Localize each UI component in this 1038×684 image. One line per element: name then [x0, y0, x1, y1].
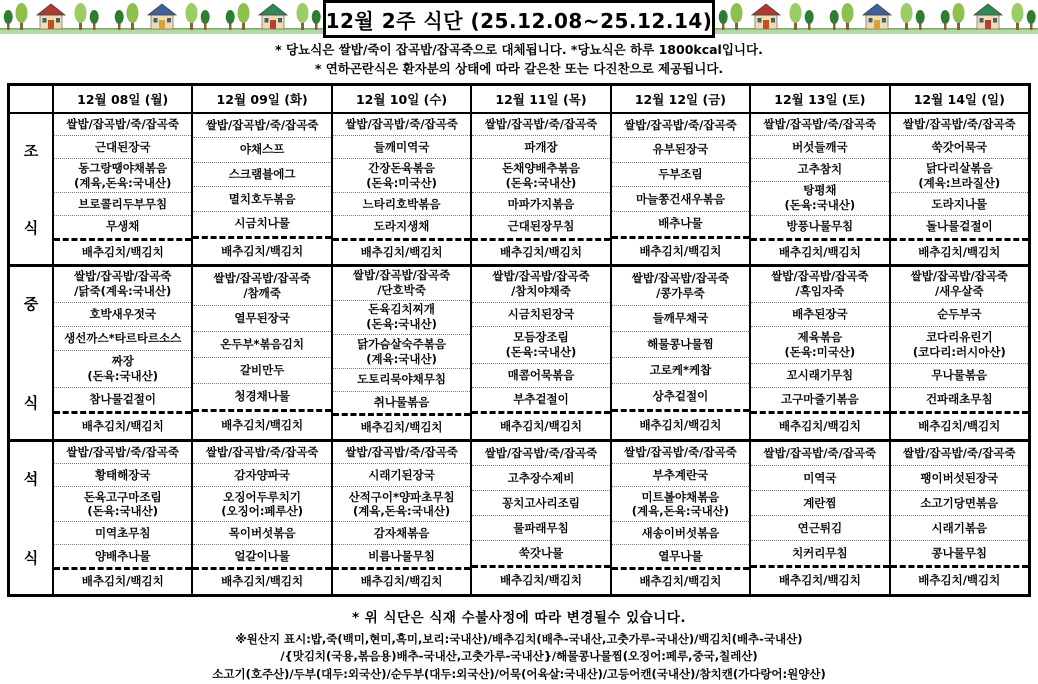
- menu-item: 오징어두루치기 (오징어:페루산): [193, 487, 330, 522]
- meal-section: [10, 442, 1028, 594]
- menu-item: 스크램블에그: [193, 163, 330, 188]
- day-header: 12월 08일 (월): [52, 86, 191, 112]
- menu-item: 계란찜: [751, 491, 888, 516]
- menu-cell: [610, 114, 749, 264]
- menu-item: 참나물겉절이: [89, 392, 157, 407]
- kimchi-item: 배추김치/백김치: [54, 238, 191, 264]
- menu-item: 취나물볶음: [373, 394, 430, 409]
- day-header: 12월 10일 (수): [331, 86, 470, 112]
- kimchi-item: 배추김치/백김치: [891, 411, 1028, 438]
- kimchi-item: 배추김치/백김치: [891, 565, 1028, 593]
- menu-item: 시금치나물: [234, 216, 290, 231]
- menu-cell: [889, 442, 1028, 594]
- kimchi-item: 배추김치/백김치: [751, 565, 888, 593]
- kimchi-item: 배추김치/백김치: [472, 565, 609, 593]
- menu-item: 모듬장조림 (돈육:국내산): [472, 327, 609, 364]
- menu-item: 닭다리살볶음 (계육:브라질산): [891, 159, 1028, 194]
- menu-table: [7, 83, 1031, 597]
- section-label: 중 식: [23, 294, 39, 412]
- menu-item: 목이버섯볶음: [193, 522, 330, 545]
- menu-item: 콩나물무침: [931, 545, 988, 560]
- menu-item: 유부된장국: [612, 138, 749, 163]
- menu-item: 물파래무침: [472, 516, 609, 541]
- menu-item: 고로케*케찹: [612, 358, 749, 384]
- menu-item: 근대된장무침: [507, 219, 575, 234]
- menu-cell: [52, 114, 191, 264]
- table-corner-cell: [10, 86, 52, 112]
- menu-cell: [331, 267, 470, 439]
- rice-item: 쌀밥/잡곡밥/죽/잡곡죽: [612, 442, 749, 465]
- menu-item: 돌나물겉절이: [925, 219, 993, 234]
- menu-item: 두부조림: [612, 163, 749, 188]
- rice-item: 쌀밥/잡곡밥/잡곡죽 /단호박죽: [333, 267, 470, 301]
- menu-item: 온두부*볶음김치: [193, 332, 330, 358]
- rice-item: 쌀밥/잡곡밥/죽/잡곡죽: [54, 442, 191, 465]
- menu-item: 고추장수제비: [472, 466, 609, 491]
- menu-item: 연근튀김: [751, 516, 888, 541]
- origin-note-line: 소고기(호주산)/두부(대두:외국산)/순두부(대두:외국산)/어묵(어육살:국내산)/고등어캔(국내산)/참치캔(가다랑어:원양산): [212, 667, 826, 682]
- menu-cell: [470, 267, 609, 439]
- day-header: 12월 13일 (토): [749, 86, 888, 112]
- menu-item: 미역국: [751, 466, 888, 491]
- menu-item: 닭가슴살숙주볶음 (계육:국내산): [333, 335, 470, 369]
- menu-item: 간장돈육볶음 (돈육:미국산): [333, 159, 470, 194]
- menu-item: 코다리유린기 (코다리:러시아산): [891, 327, 1028, 364]
- menu-item: 생선까스*타르타르소스: [54, 327, 191, 351]
- menu-item: 무생채: [106, 219, 140, 234]
- section-label: 조 식: [23, 141, 39, 237]
- menu-item: 고구마줄기볶음: [780, 392, 859, 407]
- menu-item: 제육볶음 (돈육:미국산): [751, 327, 888, 364]
- menu-item: 느타리호박볶음: [333, 193, 470, 216]
- diet-notes: [0, 38, 1038, 83]
- day-header: 12월 09일 (화): [191, 86, 330, 112]
- menu-item: 들깨무채국: [612, 306, 749, 332]
- menu-item: 청경채나물: [234, 389, 290, 404]
- day-header: 12월 12일 (금): [610, 86, 749, 112]
- kimchi-item: 배추김치/백김치: [193, 409, 330, 438]
- menu-item: 돈육김치찌개 (돈육:국내산): [333, 301, 470, 335]
- menu-item: 야채스프: [193, 138, 330, 163]
- menu-item: 상추겉절이: [652, 389, 709, 404]
- kimchi-item: 배추김치/백김치: [472, 238, 609, 264]
- kimchi-item: 배추김치/백김치: [333, 567, 470, 593]
- origin-note-line: /{맛김치(국용,볶음용)배추-국내산,고춧가루-국내산}/해물콩나물찜(오징어:페루,중국,칠레산): [280, 649, 758, 664]
- meal-section: [10, 267, 1028, 442]
- menu-item: 순두부국: [891, 303, 1028, 327]
- menu-item: 산적구이*양파초무침 (계육,돈육:국내산): [333, 487, 470, 522]
- menu-item: 도토리묵야채무침: [333, 369, 470, 391]
- menu-cell: [470, 114, 609, 264]
- kimchi-item: 배추김치/백김치: [54, 411, 191, 438]
- rice-item: 쌀밥/잡곡밥/죽/잡곡죽: [891, 442, 1028, 467]
- menu-item: 고추참치: [751, 159, 888, 182]
- day-header: 12월 14일 (일): [889, 86, 1028, 112]
- menu-item: 감자양파국: [193, 464, 330, 487]
- menu-item: 마파가지볶음: [472, 193, 609, 216]
- menu-cell: [52, 267, 191, 439]
- menu-item: 돈채양배추볶음 (돈육:국내산): [472, 159, 609, 194]
- menu-item: 얼갈이나물: [234, 548, 290, 563]
- menu-item: 건파래초무침: [925, 392, 993, 407]
- menu-item: 감자채볶음: [333, 522, 470, 545]
- menu-cell: [610, 442, 749, 594]
- menu-cell: [749, 442, 888, 594]
- menu-item: 꽁치고사리조림: [472, 491, 609, 516]
- rice-item: 쌀밥/잡곡밥/죽/잡곡죽: [193, 442, 330, 465]
- menu-item: 근대된장국: [54, 136, 191, 159]
- kimchi-item: 배추김치/백김치: [333, 413, 470, 439]
- menu-item: 시래기된장국: [333, 464, 470, 487]
- menu-item: 짜장 (돈육:국내산): [54, 351, 191, 388]
- menu-cell: [191, 267, 330, 439]
- rice-item: 쌀밥/잡곡밥/죽/잡곡죽: [333, 442, 470, 465]
- menu-item: 양배추나물: [94, 548, 151, 563]
- kimchi-item: 배추김치/백김치: [891, 238, 1028, 264]
- menu-item: 새송이버섯볶음: [612, 522, 749, 545]
- menu-item: 부추겉절이: [513, 392, 569, 407]
- kimchi-item: 배추김치/백김치: [612, 409, 749, 438]
- kimchi-item: 배추김치/백김치: [472, 411, 609, 438]
- menu-item: 치커리무침: [792, 545, 848, 560]
- menu-item: 부추계란국: [612, 464, 749, 487]
- rice-item: 쌀밥/잡곡밥/잡곡죽 /흑임자죽: [751, 267, 888, 304]
- menu-item: 꼬시래기무침: [751, 364, 888, 388]
- diet-note-line: * 연하곤란식은 환자분의 상태에 따라 갈은찬 또는 다진찬으로 제공됩니다.: [314, 60, 724, 76]
- rice-item: 쌀밥/잡곡밥/죽/잡곡죽: [751, 114, 888, 137]
- menu-cell: [749, 114, 888, 264]
- menu-item: 탕평채 (돈육:국내산): [751, 182, 888, 217]
- rice-item: 쌀밥/잡곡밥/잡곡죽 /콩가루죽: [612, 267, 749, 307]
- menu-item: 버섯들깨국: [751, 136, 888, 159]
- trees-houses-banner-left: [0, 0, 323, 38]
- menu-cell: [191, 114, 330, 264]
- rice-item: 쌀밥/잡곡밥/잡곡죽 /참치야채죽: [472, 267, 609, 304]
- rice-item: 쌀밥/잡곡밥/죽/잡곡죽: [612, 114, 749, 139]
- menu-item: 시래기볶음: [891, 516, 1028, 541]
- menu-item: 호박새우젓국: [54, 303, 191, 327]
- rice-item: 쌀밥/잡곡밥/죽/잡곡죽: [472, 442, 609, 467]
- menu-item: 팽이버섯된장국: [891, 466, 1028, 491]
- kimchi-item: 배추김치/백김치: [751, 411, 888, 438]
- menu-cell: [331, 114, 470, 264]
- kimchi-item: 배추김치/백김치: [612, 236, 749, 264]
- menu-cell: [889, 114, 1028, 264]
- menu-cell: [749, 267, 888, 439]
- day-header: 12월 11일 (목): [470, 86, 609, 112]
- origin-notes: [0, 631, 1038, 684]
- menu-item: 소고기당면볶음: [891, 491, 1028, 516]
- menu-item: 매콤어묵볶음: [472, 364, 609, 388]
- rice-item: 쌀밥/잡곡밥/잡곡죽 /닭죽(계육:국내산): [54, 267, 191, 304]
- menu-item: 배추된장국: [751, 303, 888, 327]
- menu-item: 도라지생채: [373, 219, 430, 234]
- section-label: 석 식: [23, 469, 39, 567]
- rice-item: 쌀밥/잡곡밥/죽/잡곡죽: [891, 114, 1028, 137]
- menu-cell: [610, 267, 749, 439]
- menu-item: 멸치호두볶음: [193, 187, 330, 212]
- menu-cell: [889, 267, 1028, 439]
- page-title: 12월 2주 식단 (25.12.08~25.12.14): [323, 0, 715, 38]
- header-banner: [0, 0, 1038, 38]
- menu-cell: [331, 442, 470, 594]
- kimchi-item: 배추김치/백김치: [612, 567, 749, 593]
- menu-item: 해물콩나물찜: [612, 332, 749, 358]
- menu-item: 열무나물: [658, 548, 703, 563]
- menu-item: 무나물볶음: [891, 364, 1028, 388]
- menu-item: 미트볼야채볶음 (계육,돈육:국내산): [612, 487, 749, 522]
- kimchi-item: 배추김치/백김치: [751, 238, 888, 264]
- menu-item: 쑥갓어묵국: [891, 136, 1028, 159]
- menu-item: 미역초무침: [54, 522, 191, 545]
- kimchi-item: 배추김치/백김치: [193, 567, 330, 593]
- menu-item: 열무된장국: [193, 306, 330, 332]
- kimchi-item: 배추김치/백김치: [193, 236, 330, 264]
- rice-item: 쌀밥/잡곡밥/죽/잡곡죽: [193, 114, 330, 139]
- menu-item: 브로콜리두부무침: [54, 193, 191, 216]
- menu-item: 돈육고구마조림 (돈육:국내산): [54, 487, 191, 522]
- menu-cell: [52, 442, 191, 594]
- footer-note: * 위 식단은 식재 수불사정에 따라 변경될수 있습니다.: [352, 609, 686, 626]
- menu-item: 도라지나물: [891, 193, 1028, 216]
- menu-item: 동그랑땡야채볶음 (계육,돈육:국내산): [54, 159, 191, 194]
- kimchi-item: 배추김치/백김치: [333, 238, 470, 264]
- menu-item: 들깨미역국: [333, 136, 470, 159]
- trees-houses-banner-right: [715, 0, 1038, 38]
- rice-item: 쌀밥/잡곡밥/죽/잡곡죽: [751, 442, 888, 467]
- rice-item: 쌀밥/잡곡밥/죽/잡곡죽: [54, 114, 191, 137]
- menu-item: 갈비만두: [193, 358, 330, 384]
- menu-item: 황태해장국: [54, 464, 191, 487]
- menu-cell: [191, 442, 330, 594]
- menu-item: 쑥갓나물: [518, 545, 564, 560]
- menu-item: 마늘쫑건새우볶음: [612, 187, 749, 212]
- menu-item: 배추나물: [658, 216, 703, 231]
- menu-cell: [470, 442, 609, 594]
- diet-note-line: * 당뇨식은 쌀밥/죽이 잡곡밥/잡곡죽으로 대체됩니다. *당뇨식은 하루 1800kcal입니다.: [275, 42, 763, 57]
- kimchi-item: 배추김치/백김치: [54, 567, 191, 593]
- origin-note-line: ※원산지 표시:밥,죽(백미,현미,흑미,보리:국내산)/배추김치(배추-국내산,고춧가루-국내산)/백김치(배추-국내산): [235, 631, 803, 646]
- menu-item: 시금치된장국: [472, 303, 609, 327]
- menu-item: 비름나물무침: [368, 548, 435, 563]
- menu-item: 파개장: [472, 136, 609, 159]
- rice-item: 쌀밥/잡곡밥/죽/잡곡죽: [472, 114, 609, 137]
- rice-item: 쌀밥/잡곡밥/잡곡죽 /새우살죽: [891, 267, 1028, 304]
- menu-item: 방풍나물무침: [786, 219, 854, 234]
- rice-item: 쌀밥/잡곡밥/잡곡죽 /참깨죽: [193, 267, 330, 307]
- meal-section: [10, 114, 1028, 267]
- rice-item: 쌀밥/잡곡밥/죽/잡곡죽: [333, 114, 470, 137]
